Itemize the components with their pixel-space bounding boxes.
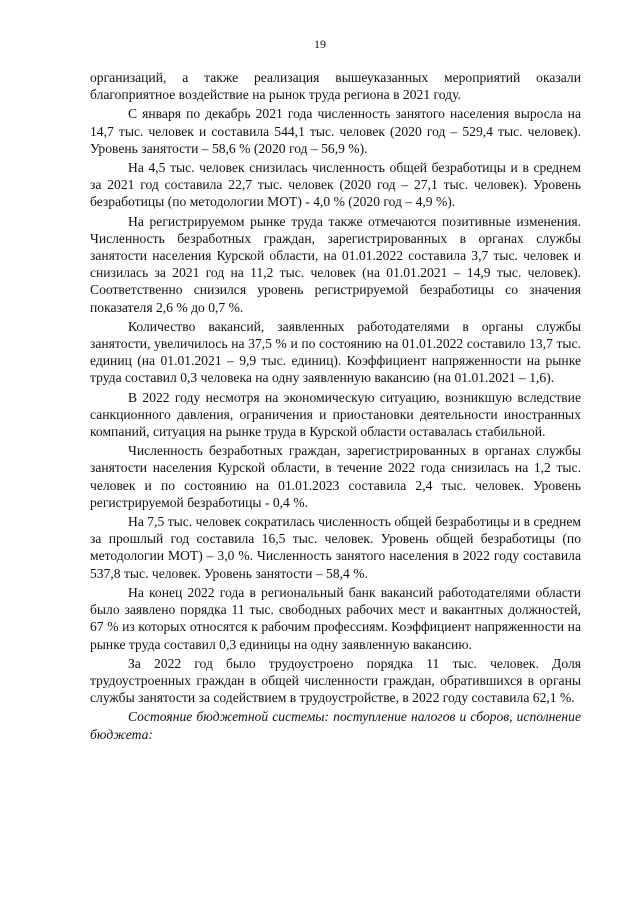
paragraph-vacancies: Количество вакансий, заявленных работодателями в органы службы занятости, увеличилось на 37,5 % и по состоянию на 01.01.2022 составило 13,7 тыс. единиц (на 01.01.2021 – 9,9 тыс. единиц). Коэффициент напряженности на рынке труда составил 0,3 человека на одну заявленную вакансию (на 01.01.2021 – 1,6). — [90, 318, 581, 386]
paragraph-employment-2021: С января по декабрь 2021 года численность занятого населения выросла на 14,7 тыс. человек и составила 544,1 тыс. человек (2020 год – 529,4 тыс. человек). Уровень занятости – 58,6 % (2020 год – 56,9 %). — [90, 106, 581, 156]
paragraph-2022-situation: В 2022 году несмотря на экономическую ситуацию, возникшую вследствие санкционного давления, ограничения и приостановки деятельности иностранных компаний, ситуация на рынке труда в Курской области оставалась стабильной. — [90, 389, 581, 440]
page-number: 19 — [314, 37, 326, 51]
paragraph-unemployment-2021: На 4,5 тыс. человек снизилась численность общей безработицы и в среднем за 2021 год составила 22,7 тыс. человек (2020 год – 27,1 тыс. человек). Уровень безработицы (по методологии МОТ) - 4,0 % (2020 год – 4,9 %). — [90, 160, 581, 210]
section-heading-budget: Состояние бюджетной системы: поступление налогов и сборов, исполнение бюджета: — [90, 709, 581, 742]
paragraph-vacancy-bank-2022: На конец 2022 года в региональный банк вакансий работодателями области было заявлено порядка 11 тыс. свободных рабочих мест и вакантных должностей, 67 % из которых относятся к рабочим профессиям. Коэффициент напряженности на рынке труда составил 0,3 единицы на одну заявленную вакансию. — [90, 584, 581, 652]
paragraph-total-unemployment-2022: На 7,5 тыс. человек сократилась численность общей безработицы и в среднем за прошлый год составила 16,5 тыс. человек. Уровень общей безработицы (по методологии МОТ) – 3,0 %. Численность занятого населения в 2022 году составила 537,8 тыс. человек. Уровень занятости – 58,4 %. — [90, 514, 581, 581]
paragraph-employed-2022: За 2022 год было трудоустроено порядка 11 тыс. человек. Доля трудоустроенных граждан в общей численности граждан, обратившихся в органы службы занятости за содействием в трудоустройстве, в 2022 году составила 62,1 %. — [90, 655, 581, 706]
document-body — [90, 69, 581, 745]
paragraph-registered-market: На регистрируемом рынке труда также отмечаются позитивные изменения. Численность безработных граждан, зарегистрированных в органах службы занятости населения Курской области, на 01.01.2022 составила 3,7 тыс. человек и снизилась за 2021 год на 11,2 тыс. человек (на 01.01.2021 – 14,9 тыс. человек). Соответственно снизился уровень регистрируемой безработицы со значения показателя 2,6 % до 0,7 %. — [90, 213, 581, 315]
paragraph-continuation: организаций, а также реализация вышеуказанных мероприятий оказали благоприятное воздействие на рынок труда региона в 2021 году. — [90, 70, 581, 103]
paragraph-registered-unemployed-2022: Численность безработных граждан, зарегистрированных в органах службы занятости населения Курской области, в течение 2022 года снизилась на 1,2 тыс. человек и по состоянию на 01.01.2023 составила 2,4 тыс. человек. Уровень регистрируемой безработицы - 0,4 %. — [90, 443, 581, 510]
